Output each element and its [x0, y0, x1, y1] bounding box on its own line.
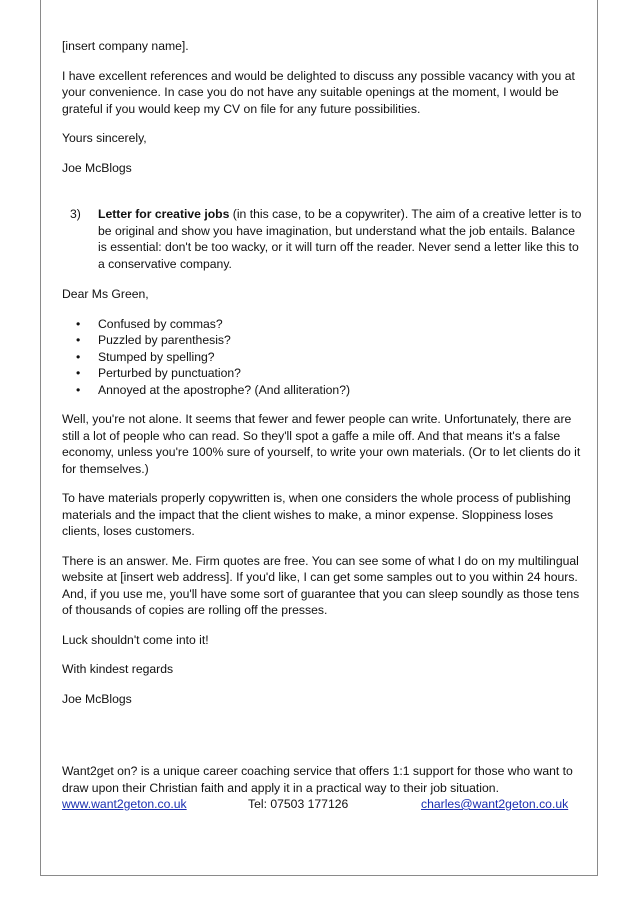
item-heading: Letter for creative jobs: [98, 207, 230, 221]
document-content: [62, 38, 582, 812]
item-body: (in this case, to be a copywriter). The aim of a creative letter is to be original and show you have imagination, but understand what the job entails. Balance is essential: don't be too wacky, or it will turn off the reader. Never send a letter like this to a conservative company.: [98, 207, 582, 271]
bullet-icon: •: [76, 366, 81, 380]
footer-description: Want2get on? is a unique career coaching service that offers 1:1 support for those who want to draw upon their Christian faith and apply it in a practical way to their job situation.: [62, 764, 573, 795]
letter-paragraph-3: There is an answer. Me. Firm quotes are free. You can see some of what I do on my multilingual website at [insert web address]. If you'd like, I can get some samples out to you within 24 hours. And, if you use me, you'll have some sort of guarantee that you can sleep soundly as those tens of thousands of copies are rolling off the presses.: [62, 553, 580, 617]
closing-line: Yours sincerely,: [62, 131, 147, 145]
bullet-icon: •: [76, 382, 81, 397]
list-item: • Confused by commas?: [76, 316, 223, 331]
signature: Joe McBlogs: [62, 160, 132, 175]
bullet-icon: •: [76, 349, 81, 364]
references-paragraph: I have excellent references and would be delighted to discuss any possible vacancy with you at your convenience. In case you do not have any suitable openings at the moment, I would be grateful if you would keep my CV on file for any future possibilities.: [62, 68, 575, 116]
letter-signature: Joe McBlogs: [62, 691, 132, 706]
list-item: • Puzzled by parenthesis?: [76, 333, 231, 347]
list-item: • Stumped by spelling?: [76, 349, 215, 364]
list-item: • Perturbed by punctuation?: [76, 366, 241, 380]
letter-paragraph-2: To have materials properly copywritten is, when one considers the whole process of publishing materials and the impact that the client wishes to make, a minor expense. Sloppiness loses clients, loses customers.: [62, 491, 571, 538]
bullet-list: [62, 316, 582, 399]
email-link[interactable]: charles@want2geton.co.uk: [421, 797, 569, 811]
list-item: • Annoyed at the apostrophe? (And alliteration?): [76, 382, 351, 397]
item-text: [98, 206, 582, 272]
letter-paragraph-4: Luck shouldn't come into it!: [62, 632, 209, 647]
bullet-icon: •: [76, 316, 81, 331]
document-page: [40, 0, 598, 876]
website-link[interactable]: www.want2geton.co.uk: [62, 797, 187, 811]
telephone: Tel: 07503 177126: [248, 797, 349, 811]
footer: [62, 763, 582, 812]
bullet-icon: •: [76, 333, 81, 347]
numbered-item-3: [70, 206, 582, 272]
letter-closing: With kindest regards: [62, 662, 174, 676]
item-number: 3): [70, 207, 81, 221]
footer-contact-row: [62, 796, 582, 812]
letter-paragraph-1: Well, you're not alone. It seems that fewer and fewer people can write. Unfortunately, there are still a lot of people who can read. So they'll spot a gaffe a mile off. And that means it's a false economy, unless you're 100% sure of yourself, to write your own materials. (Or to let clients do it for themselves.): [62, 412, 581, 476]
company-line: [insert company name].: [62, 39, 189, 53]
letter-greeting: Dear Ms Green,: [62, 287, 149, 301]
